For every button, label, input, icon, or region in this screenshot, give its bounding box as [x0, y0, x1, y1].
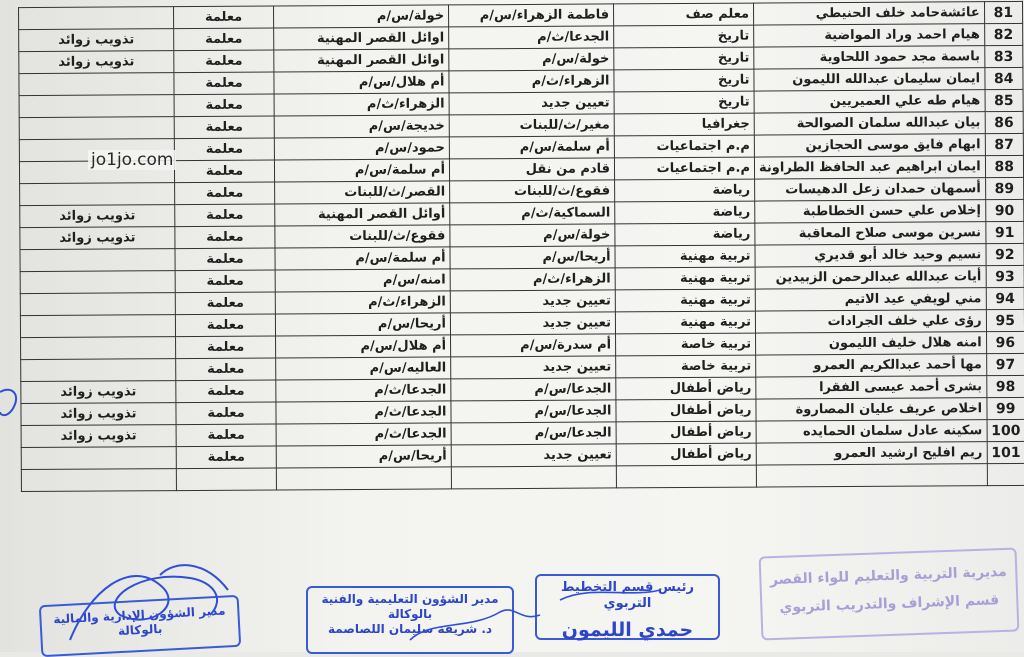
job-title-cell: معلمة [174, 94, 274, 117]
job-title-cell: معلمة [175, 204, 275, 227]
empty-cell [616, 465, 756, 488]
teacher-name-cell: امنه هلال خليف الليمون [756, 332, 987, 355]
to-school-cell: الجدعا/ث/م [276, 423, 451, 446]
teacher-name-cell: أيات عبدالله عبدالرحمن الزبيدين [755, 266, 986, 289]
from-school-cell: الجدعا/س/م [451, 378, 616, 401]
from-school-cell: الجدعا/ث/م [449, 26, 614, 49]
job-title-cell: معلمة [175, 292, 275, 315]
row-number-cell: 87 [985, 133, 1023, 155]
specialty-cell: تاريخ [614, 69, 754, 92]
note-cell [21, 359, 176, 382]
job-title-cell: معلمة [176, 358, 276, 381]
from-school-cell: تعيين جديد [449, 92, 614, 115]
teacher-name-cell: ابهام فايق موسى الحجازين [754, 134, 985, 157]
job-title-cell: معلمة [175, 270, 275, 293]
teacher-name-cell: مها أحمد عبدالكريم العمرو [756, 354, 987, 377]
specialty-cell: تاريخ [614, 91, 754, 114]
to-school-cell: أم هلال/س/م [276, 335, 451, 358]
job-title-cell: معلمة [175, 248, 275, 271]
specialty-cell: رياضة [615, 201, 755, 224]
teacher-name-cell: عائشةحامد خلف الحنيطي [753, 2, 984, 25]
specialty-cell: رياضة [615, 179, 755, 202]
specialty-cell: تربية خاصة [616, 355, 756, 378]
directorate-stamp-line1: مديرية التربية والتعليم للواء القصر [769, 563, 1008, 589]
teacher-name-cell: باسمة مجد حمود اللحاوية [754, 46, 985, 69]
admin-affairs-stamp [39, 595, 241, 657]
row-number-cell: 90 [985, 199, 1023, 221]
admin-stamp-sub: بالوكالة [117, 621, 163, 639]
note-cell: تذويب زوائد [19, 29, 174, 52]
note-cell: تذويب زوائد [20, 205, 175, 228]
to-school-cell: أريحا/س/م [275, 313, 450, 336]
from-school-cell: أريحا/س/م [450, 246, 615, 269]
to-school-cell: الجدعا/ث/م [276, 401, 451, 424]
specialty-cell: معلم صف [614, 3, 754, 26]
job-title-cell: معلمة [176, 402, 276, 425]
to-school-cell: خولة/س/م [274, 5, 449, 28]
job-title-cell: معلمة [174, 138, 274, 161]
from-school-cell: قادم من نقل [449, 158, 614, 181]
note-cell [20, 271, 175, 294]
specialty-cell: تربية مهنية [615, 289, 755, 312]
teacher-name-cell: إخلاص علي حسن الخطاطبة [755, 200, 986, 223]
transfer-table [18, 1, 1024, 492]
job-title-cell: معلمة [176, 336, 276, 359]
planning-stamp-name: حمدي الليمون [561, 618, 694, 641]
specialty-cell: تربية مهنية [615, 245, 755, 268]
specialty-cell: تربية مهنية [615, 267, 755, 290]
teacher-name-cell: اخلاص عريف عليان المصاروة [756, 398, 987, 421]
specialty-cell: م.م اجتماعيات [614, 135, 754, 158]
job-title-cell: معلمة [174, 116, 274, 139]
margin-mark [0, 390, 16, 415]
note-cell [21, 337, 176, 360]
teacher-name-cell: هيام طه علي العميريين [754, 90, 985, 113]
admin-stamp-title: مدير الشؤون الإدارية والمالية [53, 603, 226, 627]
row-number-cell: 83 [984, 45, 1022, 67]
note-cell: تذويب زوائد [21, 403, 176, 426]
row-number-cell: 96 [986, 331, 1024, 353]
teacher-name-cell: نسرين موسى صلاح المعاقبة [755, 222, 986, 245]
note-cell [19, 95, 174, 118]
job-title-cell: معلمة [176, 446, 276, 469]
row-number-cell: 88 [985, 155, 1023, 177]
note-cell [19, 7, 174, 30]
row-number-cell: 98 [986, 375, 1024, 397]
row-number-cell: 92 [986, 243, 1024, 265]
empty-cell [756, 464, 987, 487]
row-number-cell: 84 [985, 67, 1023, 89]
note-cell: تذويب زوائد [21, 381, 176, 404]
note-cell [20, 293, 175, 316]
specialty-cell: رياض أطفال [616, 377, 756, 400]
from-school-cell: تعيين جديد [451, 444, 616, 467]
to-school-cell: القصر/ث/للبنات [275, 181, 450, 204]
to-school-cell: العاليه/س/م [276, 357, 451, 380]
from-school-cell: فقوع/ث/للبنات [450, 180, 615, 203]
planning-head-stamp [535, 574, 720, 640]
from-school-cell: خولة/س/م [449, 48, 614, 71]
row-number-cell: 89 [985, 177, 1023, 199]
note-cell: تذويب زوائد [19, 51, 174, 74]
from-school-cell: الزهراء/ث/م [449, 70, 614, 93]
from-school-cell: السماكية/ث/م [450, 202, 615, 225]
to-school-cell: أريحا/س/م [276, 445, 451, 468]
from-school-cell: تعيين جديد [450, 290, 615, 313]
to-school-cell: امنه/س/م [275, 269, 450, 292]
specialty-cell: تاريخ [614, 25, 754, 48]
to-school-cell: الجدعا/ث/م [276, 379, 451, 402]
specialty-cell: تربية مهنية [615, 311, 755, 334]
to-school-cell: حمود/س/م [274, 137, 449, 160]
row-number-cell: 101 [987, 441, 1024, 463]
from-school-cell: فاطمة الزهراء/س/م [449, 4, 614, 27]
row-number-cell: 82 [984, 23, 1022, 45]
to-school-cell: أم سلمة/س/م [274, 159, 449, 182]
empty-row [21, 463, 1024, 491]
row-number-cell: 85 [985, 89, 1023, 111]
note-cell [20, 249, 175, 272]
row-number-cell: 99 [987, 397, 1024, 419]
job-title-cell: معلمة [175, 314, 275, 337]
note-cell [21, 447, 176, 470]
specialty-cell: رياض أطفال [616, 421, 756, 444]
job-title-cell: معلمة [176, 380, 276, 403]
from-school-cell: الجدعا/س/م [451, 422, 616, 445]
from-school-cell: مغير/ث/للبنات [449, 114, 614, 137]
specialty-cell: تاريخ [614, 47, 754, 70]
row-number-cell: 97 [986, 353, 1024, 375]
job-title-cell: معلمة [175, 226, 275, 249]
empty-cell [276, 467, 451, 490]
signature-left-2 [160, 565, 228, 590]
row-number-cell: 91 [985, 221, 1023, 243]
row-number-cell: 95 [986, 309, 1024, 331]
row-number-cell: 93 [986, 265, 1024, 287]
job-title-cell: معلمة [176, 424, 276, 447]
job-title-cell: معلمة [174, 72, 274, 95]
teacher-name-cell: أسمهان حمدان زعل الدهيسات [755, 178, 986, 201]
specialty-cell: جغرافيا [614, 113, 754, 136]
empty-cell [21, 469, 176, 492]
specialty-cell: رياضة [615, 223, 755, 246]
to-school-cell: الزهراء/ث/م [275, 291, 450, 314]
note-cell [20, 183, 175, 206]
from-school-cell: الزهراء/ث/م [450, 268, 615, 291]
to-school-cell: خديجة/س/م [274, 115, 449, 138]
to-school-cell: أم هلال/س/م [274, 71, 449, 94]
directorate-stamp [759, 548, 1020, 641]
specialty-cell: م.م اجتماعيات [614, 157, 754, 180]
note-cell [19, 117, 174, 140]
note-cell [20, 315, 175, 338]
row-number-cell: 86 [985, 111, 1023, 133]
row-number-cell: 81 [984, 1, 1022, 23]
job-title-cell: معلمة [175, 182, 275, 205]
empty-cell [176, 468, 276, 491]
note-cell: تذويب زوائد [21, 425, 176, 448]
to-school-cell: أوائل القصر المهنية [275, 203, 450, 226]
job-title-cell: معلمة [174, 50, 274, 73]
planning-stamp-title: رئيس قسم التخطيط التربوي [561, 580, 694, 612]
from-school-cell: أم سلمة/س/م [449, 136, 614, 159]
teacher-name-cell: مني لويفي عيد الاتيم [755, 288, 986, 311]
row-number-cell: 94 [986, 287, 1024, 309]
teacher-name-cell: سكينه عادل سلمان الحمايده [756, 420, 987, 443]
educational-stamp-title: مدير الشؤون التعليمية والفنية [321, 592, 499, 606]
row-number-cell: 100 [987, 419, 1024, 441]
teacher-name-cell: ايمان سليمان عبدالله الليمون [754, 68, 985, 91]
to-school-cell: فقوع/ث/للبنات [275, 225, 450, 248]
watermark: jo1jo.com [88, 150, 176, 170]
from-school-cell: الجدعا/س/م [451, 400, 616, 423]
educational-affairs-stamp [306, 586, 514, 654]
from-school-cell: أم سدرة/س/م [451, 334, 616, 357]
teacher-name-cell: ريم افليح ارشيد العمرو [756, 442, 987, 465]
table-body [19, 1, 1024, 491]
job-title-cell: معلمة [174, 160, 274, 183]
from-school-cell: تعيين جديد [451, 356, 616, 379]
empty-cell [451, 466, 616, 489]
teacher-name-cell: هيام احمد وراد المواضية [754, 24, 985, 47]
from-school-cell: خولة/س/م [450, 224, 615, 247]
teacher-name-cell: رؤى علي خلف الجرادات [755, 310, 986, 333]
to-school-cell: اوائل القصر المهنية [274, 49, 449, 72]
specialty-cell: تربية خاصة [616, 333, 756, 356]
specialty-cell: رياض أطفال [616, 443, 756, 466]
to-school-cell: أم سلمة/س/م [275, 247, 450, 270]
educational-stamp-sub: بالوكالة [387, 607, 433, 621]
directorate-stamp-line2: قسم الإشراف والتدريب التربوي [779, 591, 1000, 616]
teacher-name-cell: ايمان ابراهيم عبد الحافظ الطراونة [754, 156, 985, 179]
note-cell: تذويب زوائد [20, 227, 175, 250]
from-school-cell: تعيين جديد [450, 312, 615, 335]
educational-stamp-name: د. شريفة سليمان اللصاصمة [327, 622, 493, 636]
teacher-name-cell: بشرى أحمد عيسى الفقرا [756, 376, 987, 399]
to-school-cell: الزهراء/ث/م [274, 93, 449, 116]
job-title-cell: معلمة [174, 6, 274, 29]
specialty-cell: رياض أطفال [616, 399, 756, 422]
note-cell [19, 73, 174, 96]
empty-cell [987, 463, 1024, 485]
teacher-name-cell: بيان عبدالله سلمان الصوالحة [754, 112, 985, 135]
job-title-cell: معلمة [174, 28, 274, 51]
teacher-name-cell: نسيم وحيد خالد أبو قديري [755, 244, 986, 267]
to-school-cell: اوائل القصر المهنية [274, 27, 449, 50]
